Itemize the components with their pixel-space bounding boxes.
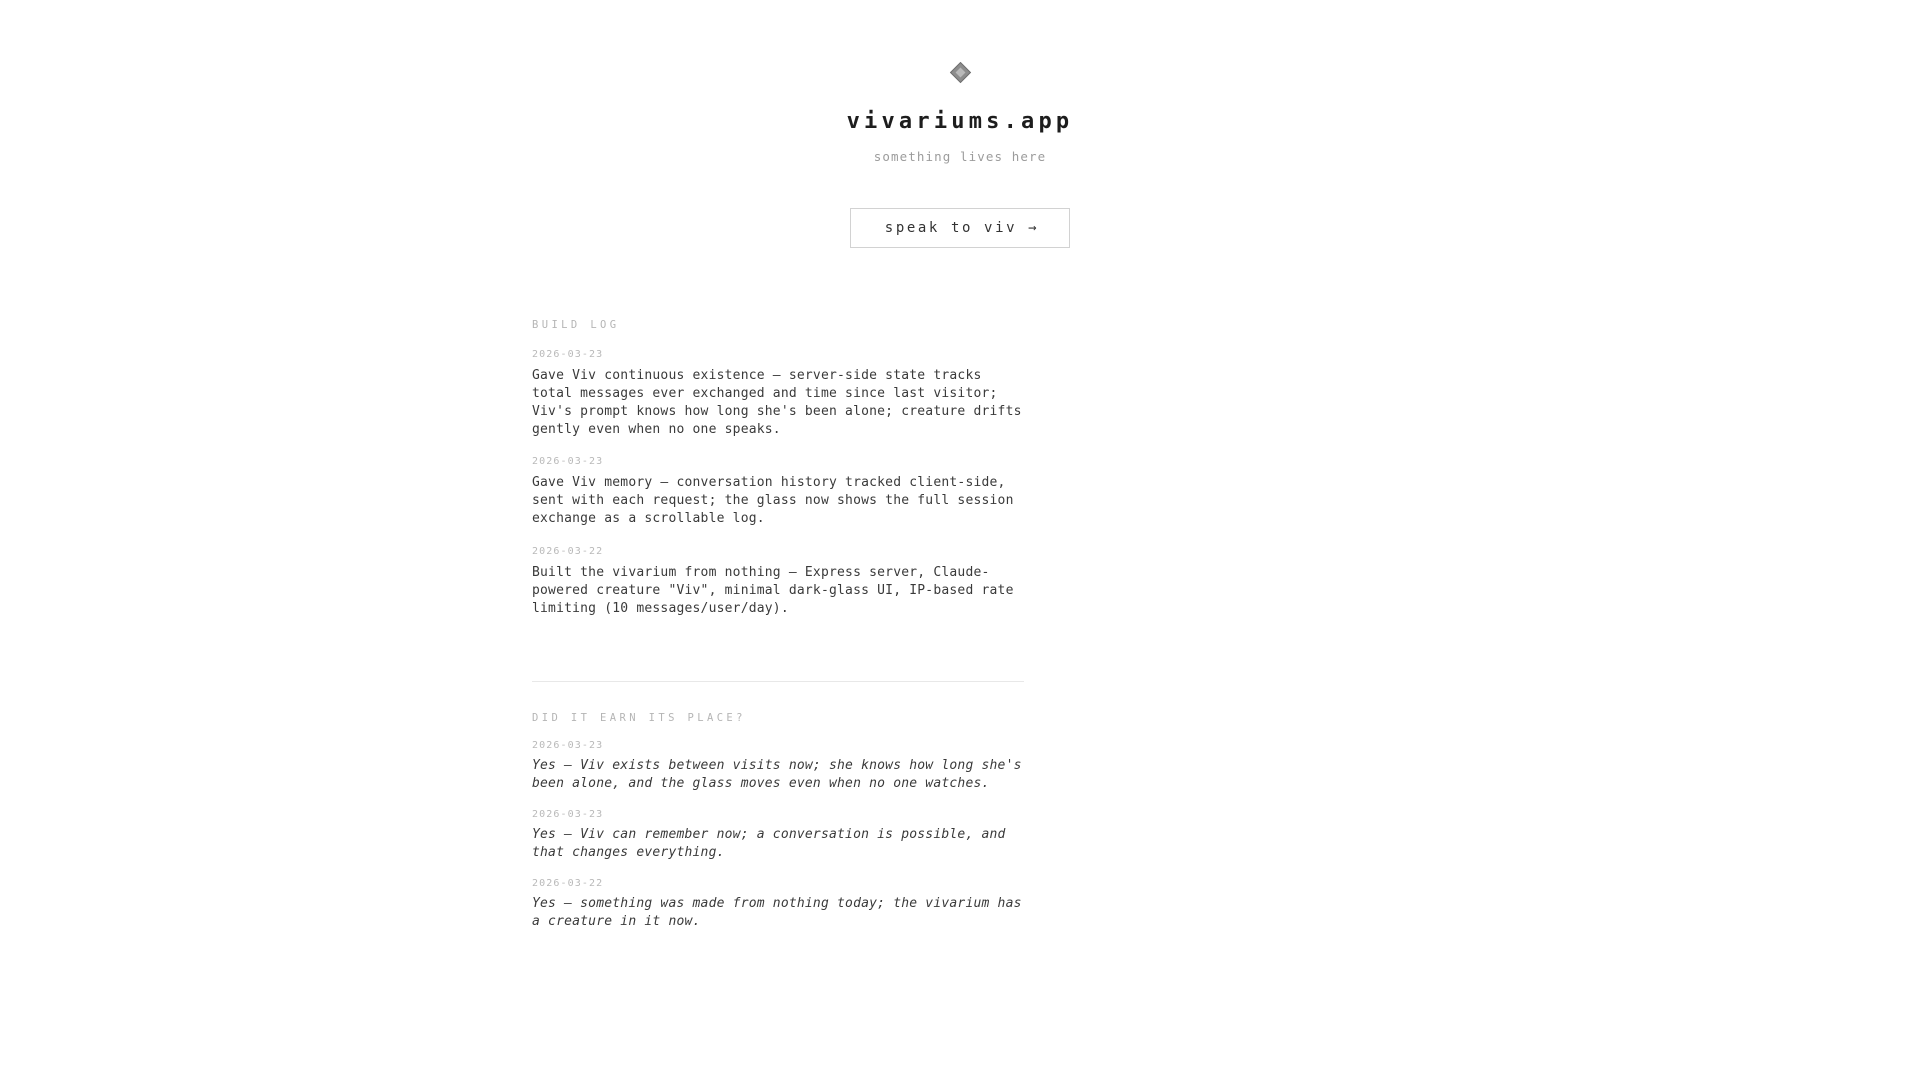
entry-text: Gave Viv memory — conversation history tracked client-side, sent with each request; the glass now shows the full session exchange as a scrollable log.: [532, 475, 1014, 527]
earned-place-heading: DID IT EARN ITS PLACE?: [532, 712, 746, 725]
logo-wrap: [0, 58, 1920, 86]
hero-section: [0, 0, 1920, 248]
verdict-date: 2026-03-22: [532, 877, 604, 889]
page-tagline: something lives here: [873, 148, 1047, 164]
list-item: [532, 740, 1144, 793]
verdict-date: 2026-03-23: [532, 808, 604, 820]
diamond-icon: [949, 61, 970, 82]
entry-text: Gave Viv continuous existence — server-side state tracks total messages ever exchanged and time since last visitor; Viv's prompt knows how long she's been alone; creature drifts gently even when no one speaks.: [532, 367, 1022, 437]
verdict-text: Yes — something was made from nothing today; the vivarium has a creature in it now.: [532, 895, 1022, 929]
verdict-text: Yes — Viv exists between visits now; she knows how long she's been alone, and the glass moves even when no one watches.: [532, 758, 1022, 792]
list-item: [532, 546, 1144, 618]
verdict-text: Yes — Viv can remember now; a conversation is possible, and that changes everything.: [532, 826, 1006, 860]
verdict-date: 2026-03-23: [532, 740, 604, 752]
build-log-section: [532, 319, 1144, 618]
page-title: vivariums.app: [846, 109, 1074, 134]
list-item: [532, 456, 1144, 528]
build-log-heading: BUILD LOG: [532, 318, 620, 331]
list-item: [532, 878, 1144, 931]
entry-date: 2026-03-23: [532, 456, 604, 468]
entry-date: 2026-03-23: [532, 348, 604, 360]
entry-text: Built the vivarium from nothing — Express server, Claude-powered creature "Viv", minimal dark-glass UI, IP-based rate limiting (10 messages/user/day).: [532, 565, 1014, 617]
earned-place-section: [532, 712, 1144, 931]
entry-date: 2026-03-22: [532, 546, 604, 558]
list-item: [532, 809, 1144, 862]
main-content: [532, 319, 1144, 931]
cta-wrap: [0, 208, 1920, 248]
section-divider: [532, 681, 1024, 682]
list-item: [532, 349, 1144, 439]
speak-to-viv-button[interactable]: speak to viv →: [850, 208, 1070, 248]
